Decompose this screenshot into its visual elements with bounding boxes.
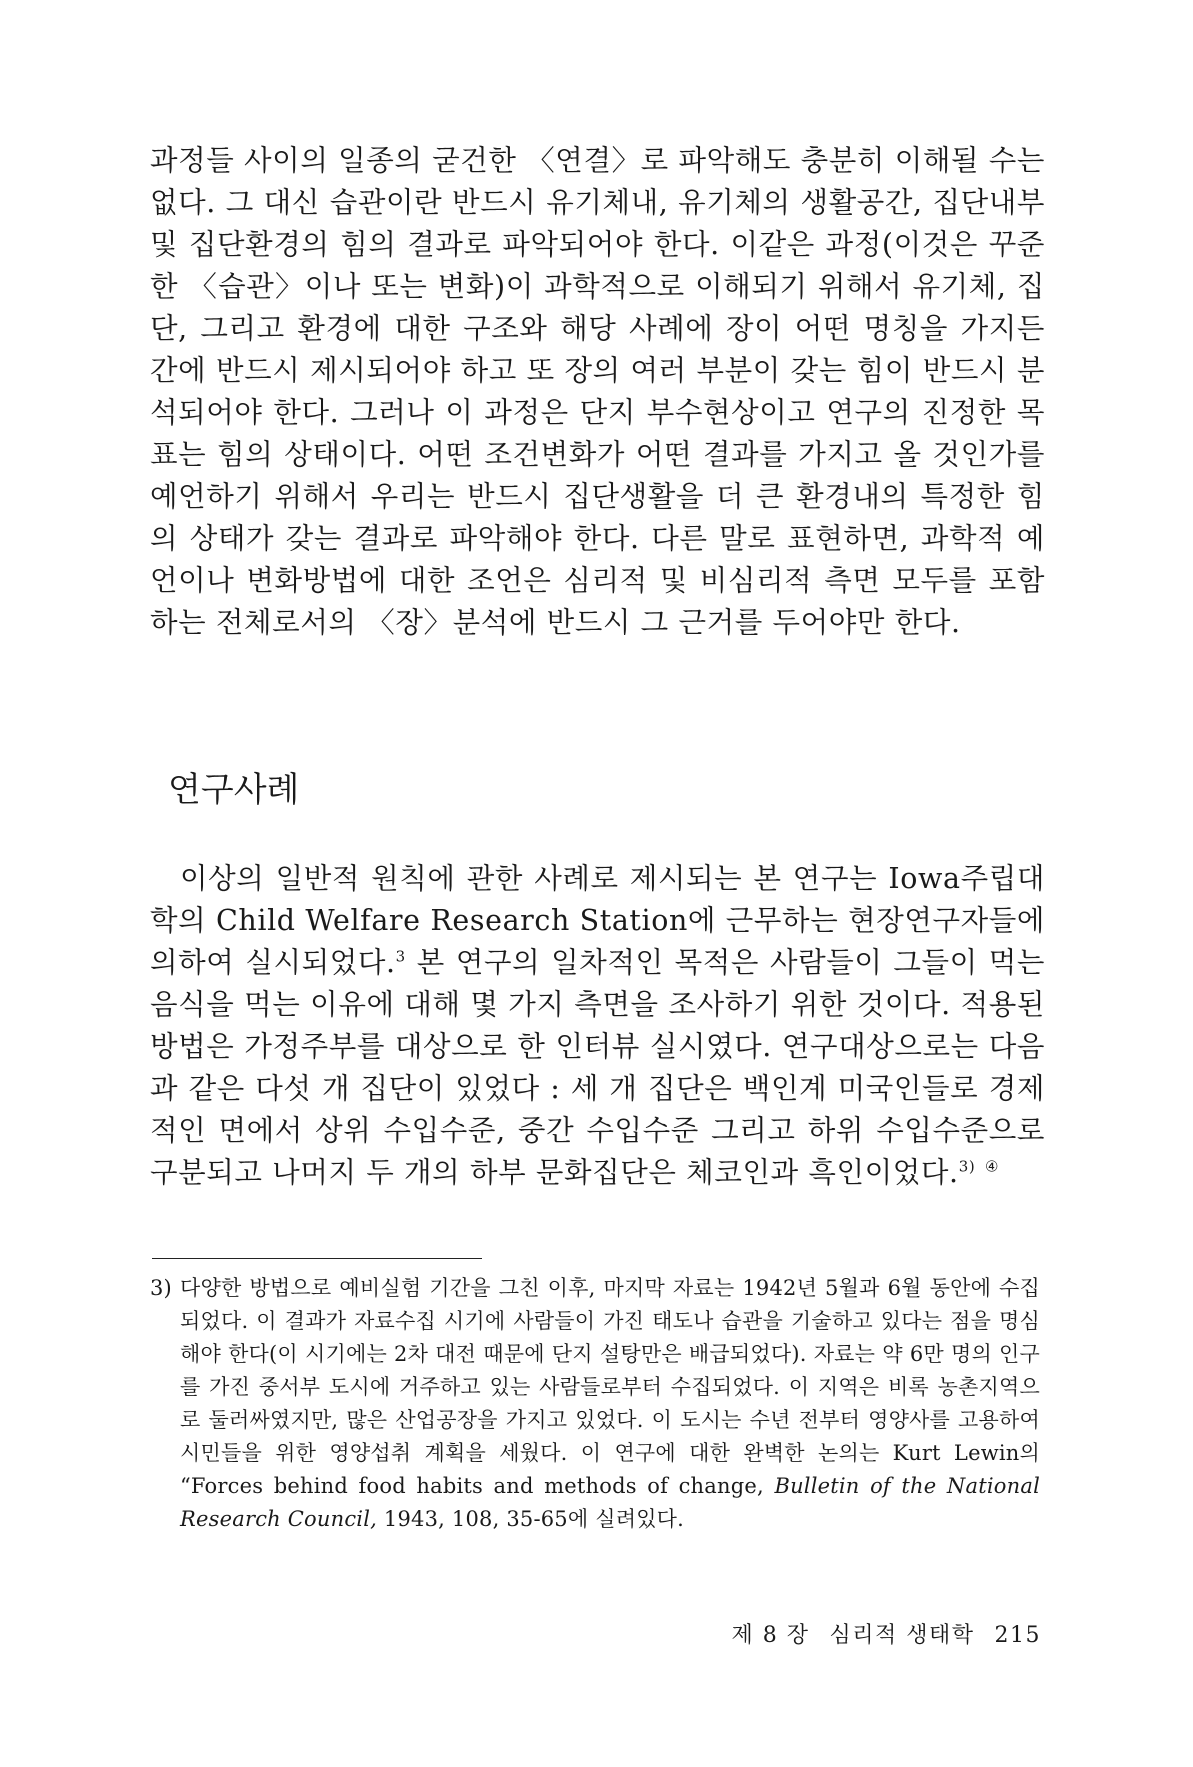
footnote — [150, 1272, 1040, 1536]
paragraph-2-text-a: 이상의 일반적 원칙에 관한 사례로 제시되는 본 연구는 Iowa주립대학의 Child Welfare Research Station에 근무하는 현장연구자들에 의하여 실시되었다. — [150, 862, 1045, 979]
paragraph-2-text-b: 본 연구의 일차적인 목적은 사람들이 그들이 먹는 음식을 먹는 이유에 대해 몇 가지 측면을 조사하기 위한 것이다. 적용된 방법은 가정주부를 대상으로 한 인터뷰 실시였다. 연구대상으로는 다음과 같은 다섯 개 집단이 있었다 : 세 개 집단은 백인계 미국인들로 경제적인 면에서 상위 수입수준, 중간 수입수준 그리고 하위 수입수준으로 구분되고 나머지 두 개의 하부 문화집단은 체코인과 흑인이었다. — [150, 946, 1045, 1189]
body-paragraph-1: 과정들 사이의 일종의 굳건한 〈연결〉로 파악해도 충분히 이해될 수는 없다. 그 대신 습관이란 반드시 유기체내, 유기체의 생활공간, 집단내부 및 집단환경의 힘의 결과로 파악되어야 한다. 이같은 과정(이것은 꾸준한 〈습관〉이나 또는 변화)이 과학적으로 이해되기 위해서 유기체, 집단, 그리고 환경에 대한 구조와 해당 사례에 장이 어떤 명칭을 가지든 간에 반드시 제시되어야 하고 또 장의 여러 부분이 갖는 힘이 반드시 분석되어야 한다. 그러나 이 과정은 단지 부수현상이고 연구의 진정한 목표는 힘의 상태이다. 어떤 조건변화가 어떤 결과를 가지고 올 것인가를 예언하기 위해서 우리는 반드시 집단생활을 더 큰 환경내의 특정한 힘의 상태가 갖는 결과로 파악해야 한다. 다른 말로 표현하면, 과학적 예언이나 변화방법에 대한 조언은 심리적 및 비심리적 측면 모두를 포함하는 전체로서의 〈장〉분석에 반드시 그 근거를 두어야만 한다. — [150, 144, 1046, 639]
footnote-tail: 1943, 108, 35-65에 실려있다. — [383, 1507, 685, 1531]
footnote-divider — [152, 1258, 482, 1259]
editor-mark-4: ④ — [984, 1157, 1000, 1176]
footnote-number: 3) — [150, 1276, 172, 1300]
footnote-ref-3: 3) — [958, 1157, 976, 1176]
body-paragraph-2 — [150, 858, 1045, 1194]
page-footer — [711, 1618, 1041, 1649]
footnote-journal: Bulletin of the National Research Council, — [180, 1474, 1040, 1531]
chapter-label: 제 8 장 — [731, 1623, 810, 1648]
chapter-title: 심리적 생태학 — [829, 1623, 975, 1648]
section-heading: 연구사례 — [168, 770, 300, 810]
editor-mark-3: 3 — [395, 947, 406, 966]
footnote-text: 다양한 방법으로 예비실험 기간을 그친 이후, 마지막 자료는 1942년 5월과 6월 동안에 수집되었다. 이 결과가 자료수집 시기에 사람들이 가진 태도나 습관을 기술하고 있다는 점을 명심해야 한다(이 시기에는 2차 대전 때문에 단지 설탕만은 배급되었다). 자료는 약 6만 명의 인구를 가진 중서부 도시에 거주하고 있는 사람들로부터 수집되었다. 이 지역은 비록 농촌지역으로 둘러싸였지만, 많은 산업공장을 가지고 있었다. 이 도시는 수년 전부터 영양사를 고용하여 시민들을 위한 영양섭취 계획을 세웠다. 이 연구에 대한 완벽한 논의는 Kurt Lewin의 “Forces behind food habits and methods of change, — [180, 1276, 1040, 1498]
page-number: 215 — [994, 1623, 1041, 1648]
